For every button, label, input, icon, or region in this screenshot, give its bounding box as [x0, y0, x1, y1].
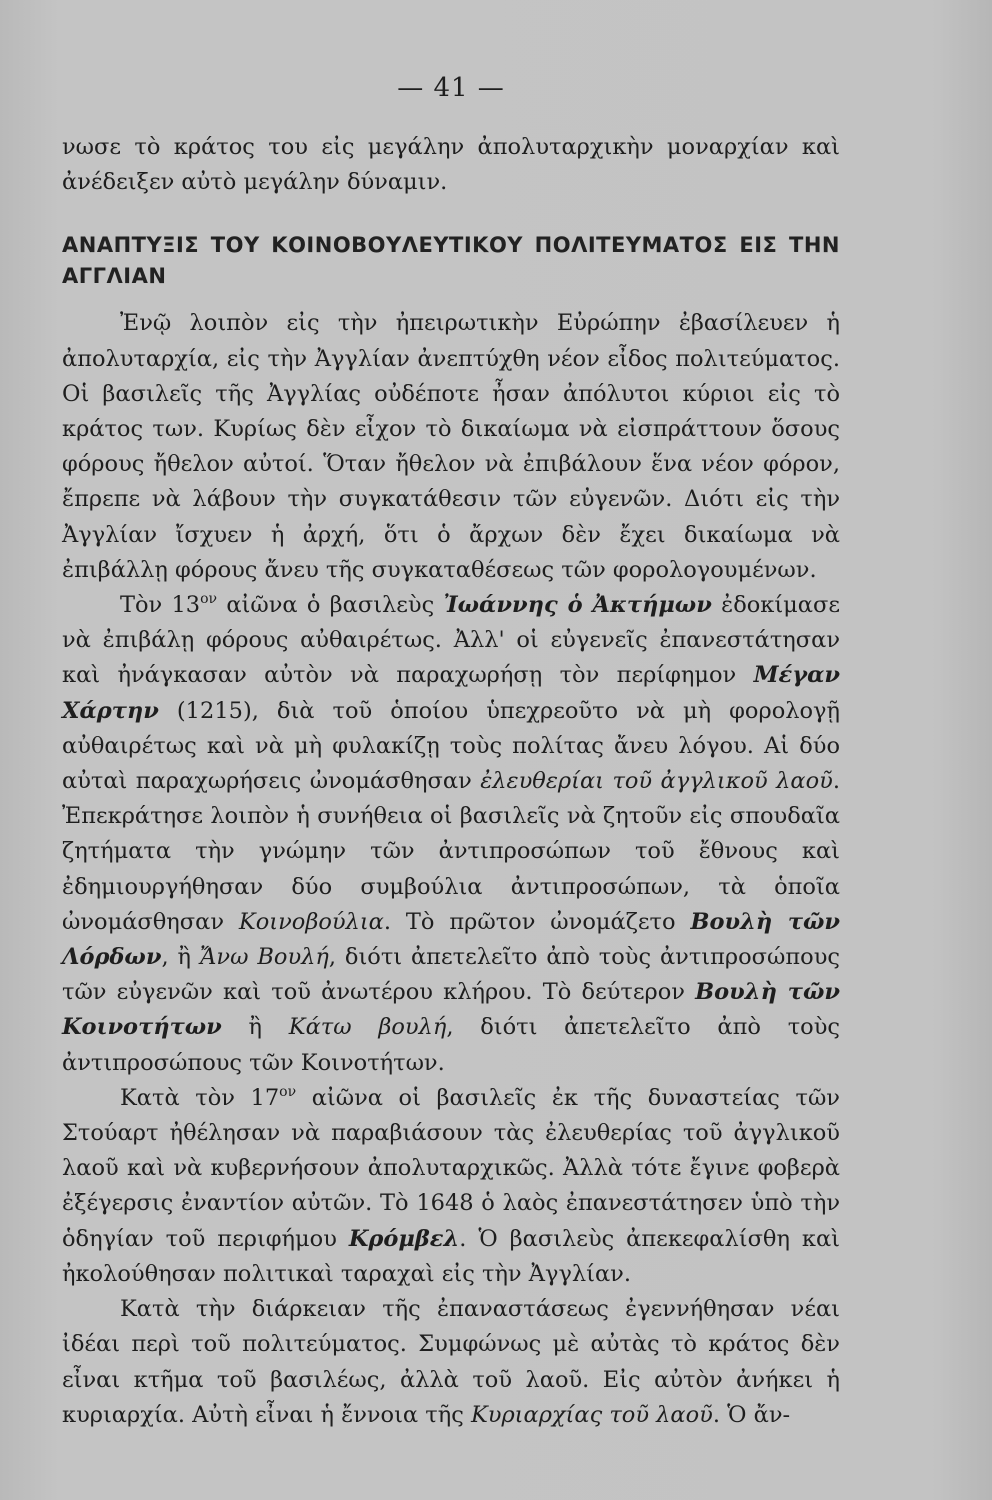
paragraph-4 — [62, 1292, 840, 1433]
text-run: . Ἐπεκράτησε λοιπὸν ἡ συνήθεια οἱ βασιλεῖς νὰ ζητοῦν εἰς σπουδαῖα ζητήματα τὴν γνώμην τῶν ἀντιπροσώπων τοῦ ἔθνους καὶ ἐδημιουργήθησαν δύο συμβούλια ἀντιπροσώπων, τὰ ὁποῖα ὠνομάσθησαν — [62, 768, 840, 935]
text-run: . Τὸ πρῶτον ὠνομάζετο — [383, 908, 691, 935]
paragraph-3 — [62, 1081, 840, 1292]
text-run: ἢ — [221, 1014, 289, 1041]
text-run: Τὸν 13 — [120, 592, 201, 619]
text-run: . Ὁ βασιλεὺς ἀπεκεφαλίσθη καὶ ἠκολούθησαν πολιτικαὶ ταραχαὶ εἰς τὴν Ἀγγλίαν. — [62, 1225, 840, 1287]
text-run: Κατὰ τὸν 17 — [120, 1084, 280, 1111]
italic-term-liberties: ἐλευθερίαι τοῦ ἀγγλικοῦ λαοῦ — [480, 768, 833, 795]
text-run: . Ὁ ἄν- — [712, 1401, 791, 1428]
page-content — [62, 68, 840, 1433]
italic-term-upper-house: Ἄνω Βουλή — [199, 944, 329, 971]
bold-name-house-of-commons: Βουλὴ τῶν Κοινοτήτων — [62, 979, 840, 1041]
text-run: αἰῶνα ὁ βασιλεὺς — [217, 592, 444, 619]
italic-term-popular-sovereignty: Κυριαρχίας τοῦ λαοῦ — [470, 1401, 713, 1428]
text-run: Κατὰ τὴν διάρκειαν τῆς ἐπαναστάσεως ἐγεννήθησαν νέαι ἰδέαι περὶ τοῦ πολιτεύματος. Συμφώνως μὲ αὐτὰς τὸ κράτος δὲν εἶναι κτῆμα τοῦ βασιλέως, ἀλλὰ τοῦ λαοῦ. Εἰς αὐτὸν ἀνήκει ἡ κυριαρχία. Αὐτὴ εἶναι ἡ ἔννοια τῆς — [62, 1296, 840, 1428]
superscript: ον — [279, 1083, 297, 1100]
bold-name-magna-carta: Μέγαν Χάρτην — [62, 662, 840, 724]
text-run: , ἢ — [161, 944, 200, 971]
section-heading: ΑΝΑΠΤΥΞΙΣ ΤΟΥ ΚΟΙΝΟΒΟΥΛΕΥΤΙΚΟΥ ΠΟΛΙΤΕΥΜΑΤΟΣ ΕΙΣ ΤΗΝ ΑΓΓΛΙΑΝ — [62, 233, 840, 289]
superscript: ον — [200, 591, 218, 608]
text-run: αἰῶνα οἱ βασιλεῖς ἐκ τῆς δυναστείας τῶν Στούαρτ ἠθέλησαν νὰ παραβιάσουν τὰς ἐλευθερίας τοῦ ἀγγλικοῦ λαοῦ καὶ νὰ κυβερνήσουν ἀπολυταρχικῶς. Ἀλλὰ τότε ἔγινε φοβερὰ ἐξέγερσις ἐναντίον αὐτῶν. Τὸ 1648 ὁ λαὸς ἐπανεστάτησεν ὑπὸ τὴν ὁδηγίαν τοῦ περιφήμου — [62, 1084, 840, 1252]
bold-name-house-of-lords: Βουλὴ τῶν Λόρδων — [62, 908, 840, 971]
page-number: — 41 — — [397, 73, 505, 103]
text-run: ἐδοκίμασε νὰ ἐπιβάλῃ φόρους αὐθαιρέτως. Ἀλλ' οἱ εὐγενεῖς ἐπανεστάτησαν καὶ ἠνάγκασαν αὐτὸν νὰ παραχωρήσῃ τὸν περίφημον — [62, 592, 840, 689]
bold-name-cromwell: Κρόμβελ — [348, 1225, 460, 1252]
italic-term-parliaments: Κοινοβούλια — [238, 908, 384, 935]
italic-term-lower-house: Κάτω βουλή — [288, 1014, 447, 1041]
bold-name-john-lackland: Ἰωάννης ὁ Ἀκτήμων — [443, 592, 712, 619]
paragraph-continuation: νωσε τὸ κράτος του εἰς μεγάλην ἀπολυταρχικὴν μοναρχίαν καὶ ἀνέδειξεν αὐτὸ μεγάλην δύναμιν. — [62, 134, 840, 196]
body-text — [62, 130, 840, 1433]
text-run: (1215), διὰ τοῦ ὁποίου ὑπεχρεοῦτο νὰ μὴ φορολογῇ αὐθαιρέτως καὶ νὰ μὴ φυλακίζῃ τοὺς πολίτας ἄνευ λόγου. Αἱ δύο αὐταὶ παραχωρήσεις ὠνομάσθησαν — [62, 697, 840, 795]
paragraph-1: Ἐνῷ λοιπὸν εἰς τὴν ἠπειρωτικὴν Εὐρώπην ἐβασίλευεν ἡ ἀπολυταρχία, εἰς τὴν Ἀγγλίαν ἀνεπτύχθη νέον εἶδος πολιτεύματος. Οἱ βασιλεῖς τῆς Ἀγγλίας οὐδέποτε ἦσαν ἀπόλυτοι κύριοι εἰς τὸ κράτος των. Κυρίως δὲν εἶχον τὸ δικαίωμα νὰ εἰσπράττουν ὅσους φόρους ἤθελον αὐτοί. Ὅταν ἤθελον νὰ ἐπιβάλουν ἕνα νέον φόρον, ἔπρεπε νὰ λάβουν τὴν συγκατάθεσιν τῶν εὐγενῶν. Διότι εἰς τὴν Ἀγγλίαν ἴσχυεν ἡ ἀρχή, ὅτι ὁ ἄρχων δὲν ἔχει δικαίωμα νὰ ἐπιβάλλῃ φόρους ἄνευ τῆς συγκαταθέσεως τῶν φορολογουμένων. — [62, 310, 840, 583]
text-run: , διότι ἀπετελεῖτο ἀπὸ τοὺς ἀντιπροσώπους τῶν εὐγενῶν καὶ τοῦ ἀνωτέρου κλήρου. Τὸ δεύτερον — [62, 944, 840, 1006]
paragraph-2 — [62, 588, 840, 1081]
text-run: , διότι ἀπετελεῖτο ἀπὸ τοὺς ἀντιπροσώπους τῶν Κοινοτήτων. — [62, 1014, 840, 1076]
